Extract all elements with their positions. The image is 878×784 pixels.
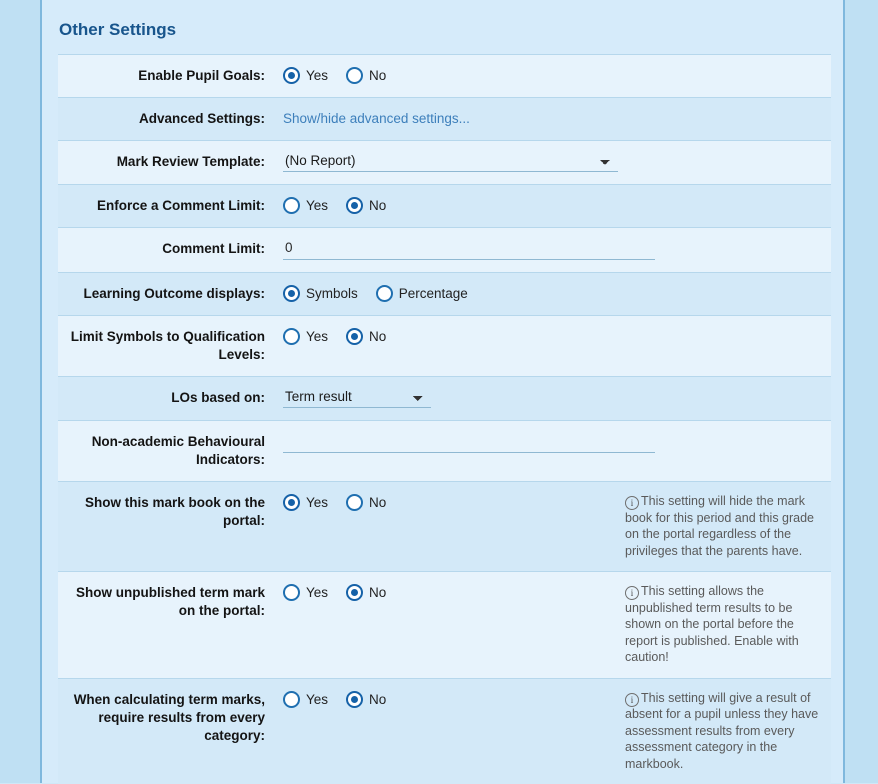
row-label: Non-academic Behavioural Indicators: [58,421,275,482]
row-label: Show unpublished term mark on the portal: [58,572,275,679]
row-help [621,98,831,141]
radio-no-label: No [369,198,386,213]
table-row [58,377,831,421]
radio-yes[interactable] [283,67,300,84]
row-field [275,273,621,316]
table-row [58,273,831,316]
row-field [275,185,621,228]
row-label: Comment Limit: [58,228,275,273]
row-label: Limit Symbols to Qualification Levels: [58,316,275,377]
table-row [58,55,831,98]
row-help [621,185,831,228]
los-based-on-select[interactable] [283,387,431,408]
row-label: LOs based on: [58,377,275,421]
table-row [58,98,831,141]
radio-yes-label: Yes [306,495,328,510]
enable-pupil-goals-radio-group[interactable] [283,65,613,84]
help-text: This setting allows the unpublished term results to be shown on the portal before the report is published. Enable with caution! [625,584,799,664]
radio-percentage-label: Percentage [399,286,468,301]
radio-no-label: No [369,692,386,707]
row-field [275,377,621,421]
radio-symbols[interactable] [283,285,300,302]
row-label: Learning Outcome displays: [58,273,275,316]
table-row [58,185,831,228]
show-unpublished-term-mark-radio-group[interactable] [283,582,613,601]
row-field [275,141,621,185]
radio-yes-label: Yes [306,68,328,83]
row-field [275,572,621,679]
help-text: This setting will hide the mark book for this period and this grade on the portal regardless of the privileges that the parents have. [625,494,814,558]
radio-no-label: No [369,68,386,83]
non-academic-behavioural-indicators-input[interactable] [283,431,655,453]
show-hide-advanced-settings-link[interactable]: Show/hide advanced settings... [283,108,470,126]
row-field [275,228,621,273]
row-help [621,572,831,679]
radio-symbols-label: Symbols [306,286,358,301]
comment-limit-input[interactable] [283,238,655,260]
mark-review-template-select[interactable] [283,151,618,172]
table-row [58,482,831,572]
radio-yes-label: Yes [306,329,328,344]
radio-yes-label: Yes [306,585,328,600]
radio-yes[interactable] [283,494,300,511]
info-icon: i [625,496,639,510]
row-field [275,482,621,572]
info-icon: i [625,586,639,600]
table-row [58,228,831,273]
enforce-comment-limit-radio-group[interactable] [283,195,613,214]
row-field [275,678,621,784]
show-markbook-on-portal-radio-group[interactable] [283,492,613,511]
radio-no[interactable] [346,691,363,708]
row-help [621,55,831,98]
table-row [58,316,831,377]
settings-table-body [58,55,831,784]
limit-symbols-radio-group[interactable] [283,326,613,345]
radio-no-label: No [369,585,386,600]
radio-yes[interactable] [283,584,300,601]
radio-yes[interactable] [283,197,300,214]
require-every-category-radio-group[interactable] [283,689,613,708]
row-help [621,273,831,316]
radio-no[interactable] [346,494,363,511]
radio-no[interactable] [346,67,363,84]
row-help [621,316,831,377]
radio-no[interactable] [346,197,363,214]
radio-yes-label: Yes [306,198,328,213]
help-text: This setting will give a result of absent for a pupil unless they have assessment results from every assessment category in the markbook. [625,691,818,771]
row-help [621,377,831,421]
other-settings-panel [40,0,845,783]
table-row [58,141,831,185]
row-label: Mark Review Template: [58,141,275,185]
row-help [621,482,831,572]
row-label: When calculating term marks, require results from every category: [58,678,275,784]
row-field [275,421,621,482]
learning-outcome-displays-radio-group[interactable] [283,283,613,302]
table-row [58,421,831,482]
info-icon: i [625,693,639,707]
radio-percentage[interactable] [376,285,393,302]
radio-yes-label: Yes [306,692,328,707]
row-label: Enforce a Comment Limit: [58,185,275,228]
radio-no[interactable] [346,584,363,601]
row-help [621,678,831,784]
row-label: Advanced Settings: [58,98,275,141]
radio-no[interactable] [346,328,363,345]
settings-table [58,54,831,784]
page-title: Other Settings [42,0,843,40]
radio-no-label: No [369,329,386,344]
radio-yes[interactable] [283,691,300,708]
table-row [58,678,831,784]
row-label: Enable Pupil Goals: [58,55,275,98]
row-label: Show this mark book on the portal: [58,482,275,572]
row-field [275,98,621,141]
row-field [275,55,621,98]
table-row [58,572,831,679]
radio-yes[interactable] [283,328,300,345]
row-help [621,141,831,185]
row-field [275,316,621,377]
radio-no-label: No [369,495,386,510]
